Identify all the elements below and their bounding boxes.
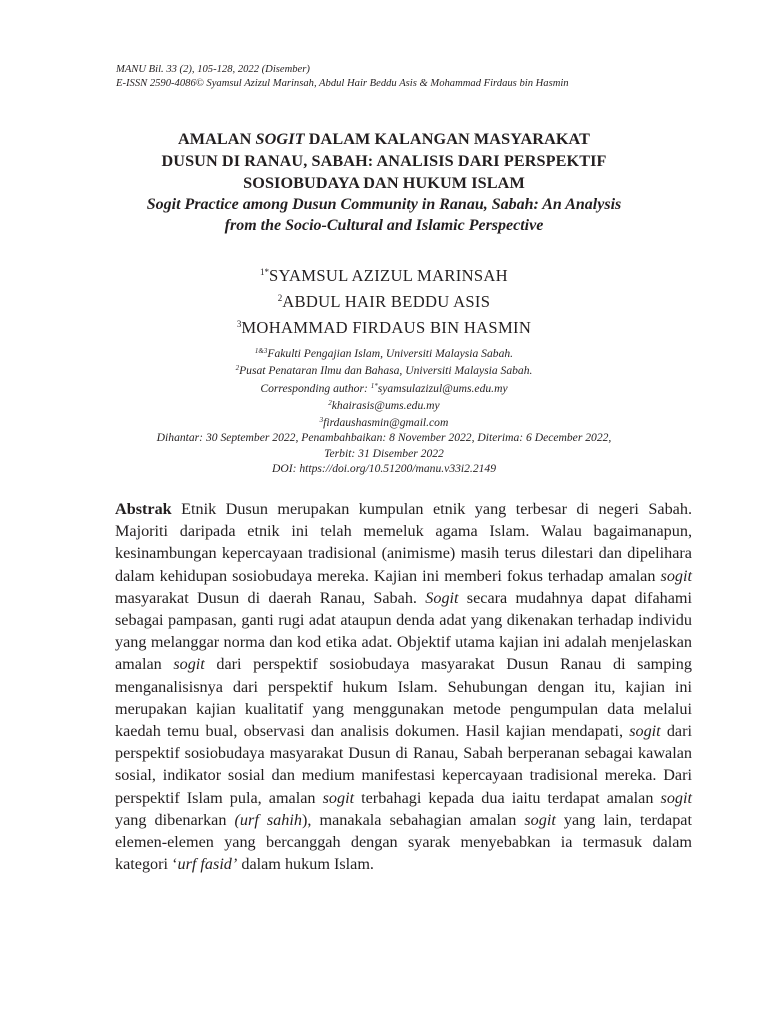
affil-superscript: 1*	[370, 381, 378, 390]
italic-term: sogit	[660, 566, 692, 585]
affil-superscript: 2	[328, 398, 332, 407]
publication-date: Terbit: 31 Disember 2022	[324, 446, 444, 460]
author-1	[60, 261, 708, 287]
title-line-3: SOSIOBUDAYA DAN HUKUM ISLAM	[243, 174, 525, 192]
title-italic-term: SOGIT	[255, 130, 305, 148]
abstract-text: dalam hukum Islam.	[237, 855, 374, 874]
abstract-paragraph	[115, 498, 692, 875]
author-name: ABDUL HAIR BEDDU ASIS	[282, 292, 491, 311]
abstract-text: masyarakat Dusun di daerah Ranau, Sabah.	[115, 588, 426, 607]
author-superscript: 3	[236, 319, 242, 329]
title-text: AMALAN	[177, 130, 256, 148]
affil-superscript: 3	[319, 416, 324, 425]
affiliations	[40, 344, 728, 476]
author-2	[60, 287, 708, 313]
italic-term: sogit	[524, 810, 556, 829]
abstract-text: dari perspektif sosiobudaya masyarakat Dusun di Ranau, Sabah berperanan sebagai kawalan sosial, indikator sosial dan medium manifestasi kepercayaan tradisional mereka. Dari perspektif Islam pula, amalan	[115, 722, 692, 807]
italic-term: sogit	[322, 788, 355, 807]
italic-term: (urf sahih	[234, 810, 302, 829]
doi-link[interactable]: DOI: https://doi.org/10.51200/manu.v33i2.2149	[271, 462, 497, 476]
email-link[interactable]: firdaushasmin@gmail.com	[323, 416, 449, 430]
title-block	[60, 128, 708, 236]
affiliation-1	[40, 344, 728, 361]
email-2	[40, 396, 728, 413]
abstract-text: Etnik Dusun merupakan kumpulan etnik yang terbesar di negeri Sabah. Majoriti daripada etnik ini telah memeluk agama Islam. Walau bagaimanapun, kesinambungan kepercayaan tradisional (animisme) masih terus dilestari dan dipelihara dalam kehidupan sosiobudaya mereka. Kajian ini memberi fokus terhadap amalan	[115, 500, 692, 585]
abstract-text: secara mudahnya dapat difahami sebagai pampasan, ganti rugi adat ataupun denda adat yang dikenakan terhadap individu yang melanggar norma dan kod etika adat. Objektif utama kajian ini adalah menjelaskan amalan	[115, 588, 692, 674]
title-line-2: DUSUN DI RANAU, SABAH: ANALISIS DARI PERSPEKTIF	[161, 152, 607, 170]
affil-superscript: 2	[235, 364, 240, 373]
corresponding-author	[40, 379, 728, 396]
english-title-line-1: Sogit Practice among Dusun Community in Ranau, Sabah: An Analysis	[146, 196, 622, 213]
abstract-text: yang lain, terdapat elemen-elemen yang bercanggah dengan syarak menyebabkan ia termasuk dalam kategori ‘	[115, 810, 692, 874]
abstract-text: ), manakala sebahagian amalan	[301, 810, 525, 829]
italic-term: sogit	[660, 788, 692, 807]
submission-dates: Dihantar: 30 September 2022, Penambahbaikan: 8 November 2022, Diterima: 6 December 2022,	[156, 431, 612, 445]
author-name: MOHAMMAD FIRDAUS BIN HASMIN	[241, 318, 532, 337]
affil-superscript: 1&3	[254, 347, 268, 355]
abstract-text: terbahagi kepada dua iaitu terdapat amalan	[354, 788, 661, 807]
abstract-text: yang dibenarkan	[115, 810, 235, 829]
affil-text: Pusat Penataran Ilmu dan Bahasa, Universiti Malaysia Sabah.	[239, 364, 533, 378]
email-3	[40, 413, 728, 430]
author-superscript: 2	[277, 293, 283, 303]
author-name: SYAMSUL AZIZUL MARINSAH	[269, 266, 508, 285]
author-superscript: 1*	[260, 267, 270, 277]
email-link[interactable]: syamsulazizul@ums.edu.my	[377, 381, 508, 395]
english-title-line-2: from the Socio-Cultural and Islamic Perspective	[224, 217, 544, 234]
title-text: DALAM KALANGAN MASYARAKAT	[304, 130, 591, 148]
italic-term: sogit	[629, 722, 661, 741]
abstract-label: Abstrak	[115, 500, 172, 518]
journal-citation: MANU Bil. 33 (2), 105-128, 2022 (Disember)	[116, 64, 310, 75]
running-header	[116, 63, 569, 91]
italic-term: sogit	[173, 655, 205, 674]
issn-authors-line: E-ISSN 2590-4086© Syamsul Azizul Marinsah, Abdul Hair Beddu Asis & Mohammad Firdaus bin Hasmin	[116, 78, 569, 89]
affiliation-2	[40, 361, 728, 378]
corresponding-label: Corresponding author:	[260, 381, 371, 395]
title-line-1	[60, 128, 708, 150]
affil-text: Fakulti Pengajian Islam, Universiti Malaysia Sabah.	[267, 347, 514, 360]
italic-term: urf fasid’	[177, 855, 238, 874]
abstract-text: dari perspektif sosiobudaya masyarakat Dusun Ranau di samping menganalisisnya dari perspektif hukum Islam. Sehubungan dengan itu, kajian ini merupakan kajian kualitatif yang menggunakan metode pengumpulan data melalui kaedah temu bual, observasi dan analisis dokumen. Hasil kajian mendapati,	[115, 655, 692, 741]
author-list	[60, 261, 708, 339]
author-3	[60, 313, 708, 339]
italic-term: Sogit	[425, 588, 459, 607]
email-link[interactable]: khairasis@ums.edu.my	[331, 398, 440, 412]
